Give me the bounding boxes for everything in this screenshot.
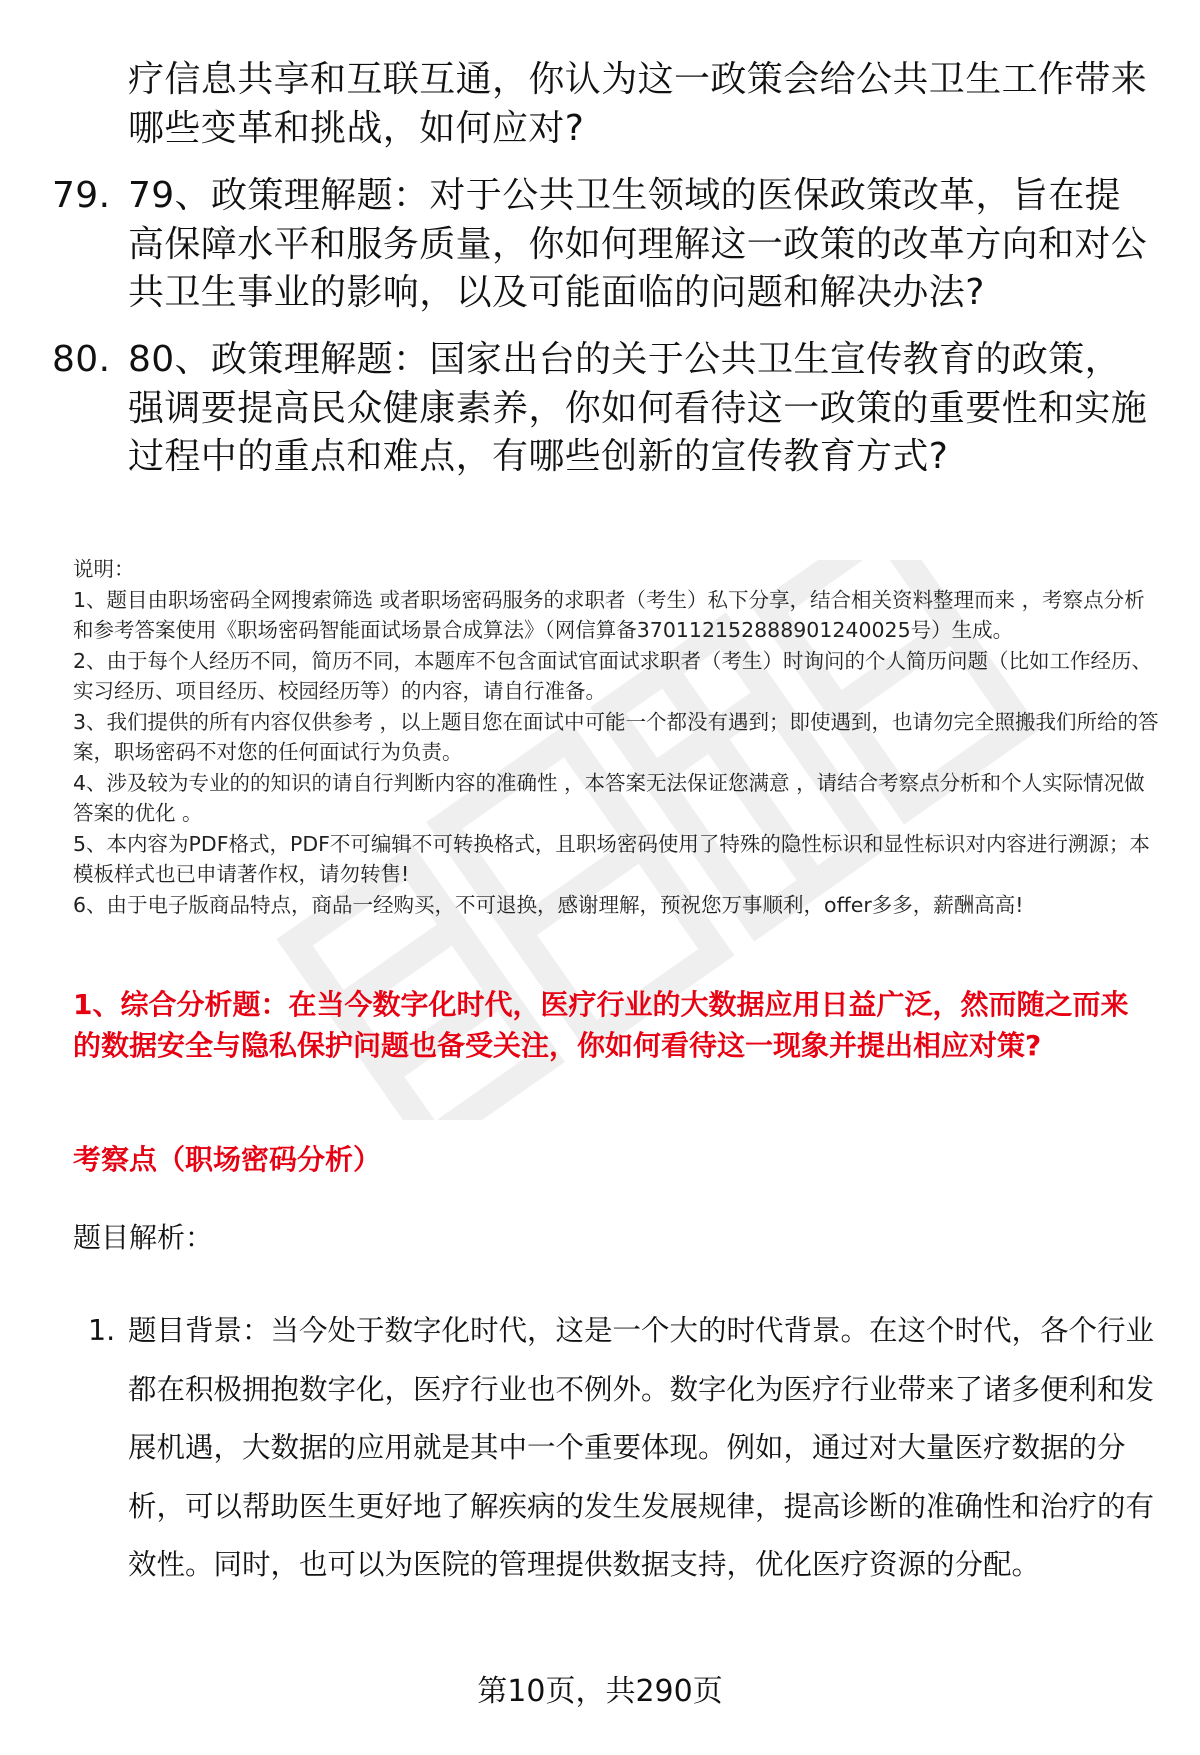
section-title: 1、综合分析题：在当今数字化时代，医疗行业的大数据应用日益广泛，然而随之而来的数据安全与隐私保护问题也备受关注，你如何看待这一现象并提出相应对策?	[73, 988, 1129, 1062]
notes-title: 说明：	[73, 557, 135, 581]
question-number: 79.	[52, 175, 111, 216]
question-text: 疗信息共享和互联互通，你认为这一政策会给公共卫生工作带来哪些变革和挑战，如何应对?	[128, 59, 1148, 149]
notes-section	[73, 554, 1163, 920]
analysis-item-number: 1.	[88, 1314, 116, 1347]
note-item: 5、本内容为PDF格式，PDF不可编辑不可转换格式，且职场密码使用了特殊的隐性标识和显性标识对内容进行溯源；本模板样式也已申请著作权，请勿转售!	[73, 831, 1150, 886]
question-text: 80、政策理解题：国家出台的关于公共卫生宣传教育的政策，强调要提高民众健康素养，你如何看待这一政策的重要性和实施过程中的重点和难点，有哪些创新的宣传教育方式?	[128, 339, 1148, 477]
note-item: 6、由于电子版商品特点，商品一经购买，不可退换，感谢理解，预祝您万事顺利，offer多多，薪酬高高!	[73, 892, 1024, 917]
analysis-item-text: 题目背景：当今处于数字化时代，这是一个大的时代背景。在这个时代，各个行业都在积极拥抱数字化，医疗行业也不例外。数字化为医疗行业带来了诸多便利和发展机遇，大数据的应用就是其中一个重要体现。例如，通过对大量医疗数据的分析，可以帮助医生更好地了解疾病的发生发展规律，提高诊断的准确性和治疗的有效性。同时，也可以为医院的管理提供数据支持，优化医疗资源的分配。	[128, 1314, 1155, 1581]
note-item: 1、题目由职场密码全网搜索筛选 或者职场密码服务的求职者（考生）私下分享，结合相关资料整理而来 ，考察点分析和参考答案使用《职场密码智能面试场景合成算法》（网信算备370112152888901240025号）生成。	[73, 587, 1145, 642]
note-item: 4、涉及较为专业的的知识的请自行判断内容的准确性 ，本答案无法保证您满意 ，请结合考察点分析和个人实际情况做答案的优化 。	[73, 770, 1145, 825]
section-subtitle: 考察点（职场密码分析）	[73, 1143, 382, 1176]
question-80	[52, 336, 1152, 482]
question-text: 79、政策理解题：对于公共卫生领域的医保政策改革，旨在提高保障水平和服务质量，你如何理解这一政策的改革方向和对公共卫生事业的影响，以及可能面临的问题和解决办法?	[128, 175, 1148, 313]
question-79	[52, 172, 1152, 318]
question-number: 80.	[52, 339, 111, 380]
question-number-blank	[52, 56, 128, 153]
note-item: 3、我们提供的所有内容仅供参考 ，以上题目您在面试中可能一个都没有遇到；即使遇到，也请勿完全照搬我们所给的答案，职场密码不对您的任何面试行为负责。	[73, 709, 1159, 764]
page-footer: 第10页，共290页	[477, 1674, 723, 1709]
analysis-item	[88, 1302, 1158, 1595]
note-item: 2、由于每个人经历不同，简历不同，本题库不包含面试官面试求职者（考生）时询问的个人简历问题（比如工作经历、实习经历、项目经历、校园经历等）的内容，请自行准备。	[73, 648, 1153, 703]
question-continuation	[52, 56, 1152, 153]
analysis-label: 题目解析：	[73, 1221, 214, 1254]
